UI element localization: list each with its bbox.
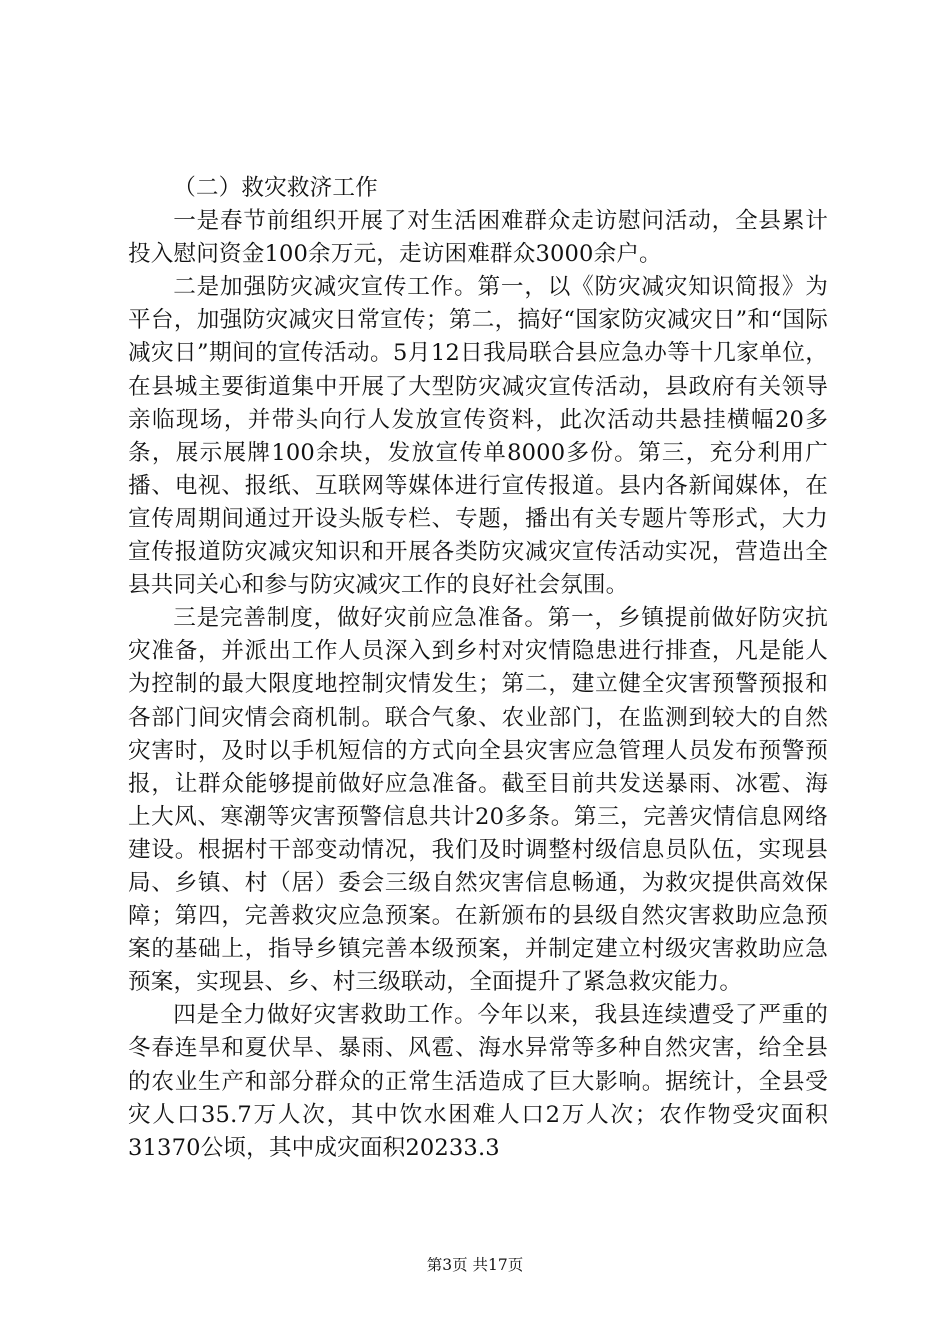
document-body bbox=[128, 172, 828, 1165]
paragraph-3: 三是完善制度，做好灾前应急准备。第一，乡镇提前做好防灾抗灾准备，并派出工作人员深入到乡村对灾情隐患进行排查，凡是能人为控制的最大限度地控制灾情发生；第二，建立健全灾害预警预报和各部门间灾情会商机制。联合气象、农业部门，在监测到较大的自然灾害时，及时以手机短信的方式向全县灾害应急管理人员发布预警预报，让群众能够提前做好应急准备。截至目前共发送暴雨、冰雹、海上大风、寒潮等灾害预警信息共计20多条。第三，完善灾情信息网络建设。根据村干部变动情况，我们及时调整村级信息员队伍，实现县局、乡镇、村（居）委会三级自然灾害信息畅通，为救灾提供高效保障；第四，完善救灾应急预案。在新颁布的县级自然灾害救助应急预案的基础上，指导乡镇完善本级预案，并制定建立村级灾害救助应急预案，实现县、乡、村三级联动，全面提升了紧急救灾能力。 bbox=[128, 605, 828, 996]
paragraph-2: 二是加强防灾减灾宣传工作。第一，以《防灾减灾知识简报》为平台，加强防灾减灾日常宣传；第二，搞好“国家防灾减灾日”和“国际减灾日”期间的宣传活动。5月12日我局联合县应急办等十几家单位，在县城主要街道集中开展了大型防灾减灾宣传活动，县政府有关领导亲临现场，并带头向行人发放宣传资料，此次活动共悬挂横幅20多条，展示展牌100余块，发放宣传单8000多份。第三，充分利用广播、电视、报纸、互联网等媒体进行宣传报道。县内各新闻媒体，在宣传周期间通过开设头版专栏、专题，播出有关专题片等形式，大力宣传报道防灾减灾知识和开展各类防灾减灾宣传活动实况，营造出全县共同关心和参与防灾减灾工作的良好社会氛围。 bbox=[128, 274, 828, 599]
page-footer: 第3页 共17页 bbox=[426, 1256, 524, 1274]
paragraph-1: 一是春节前组织开展了对生活困难群众走访慰问活动，全县累计投入慰问资金100余万元，走访困难群众3000余户。 bbox=[128, 208, 828, 268]
section-heading: （二）救灾救济工作 bbox=[173, 175, 378, 201]
paragraph-4: 四是全力做好灾害救助工作。今年以来，我县连续遭受了严重的冬春连旱和夏伏旱、暴雨、风雹、海水异常等多种自然灾害，给全县的农业生产和部分群众的正常生活造成了巨大影响。据统计，全县受灾人口35.7万人次，其中饮水困难人口2万人次；农作物受灾面积31370公顷，其中成灾面积20233.3 bbox=[128, 1002, 828, 1161]
